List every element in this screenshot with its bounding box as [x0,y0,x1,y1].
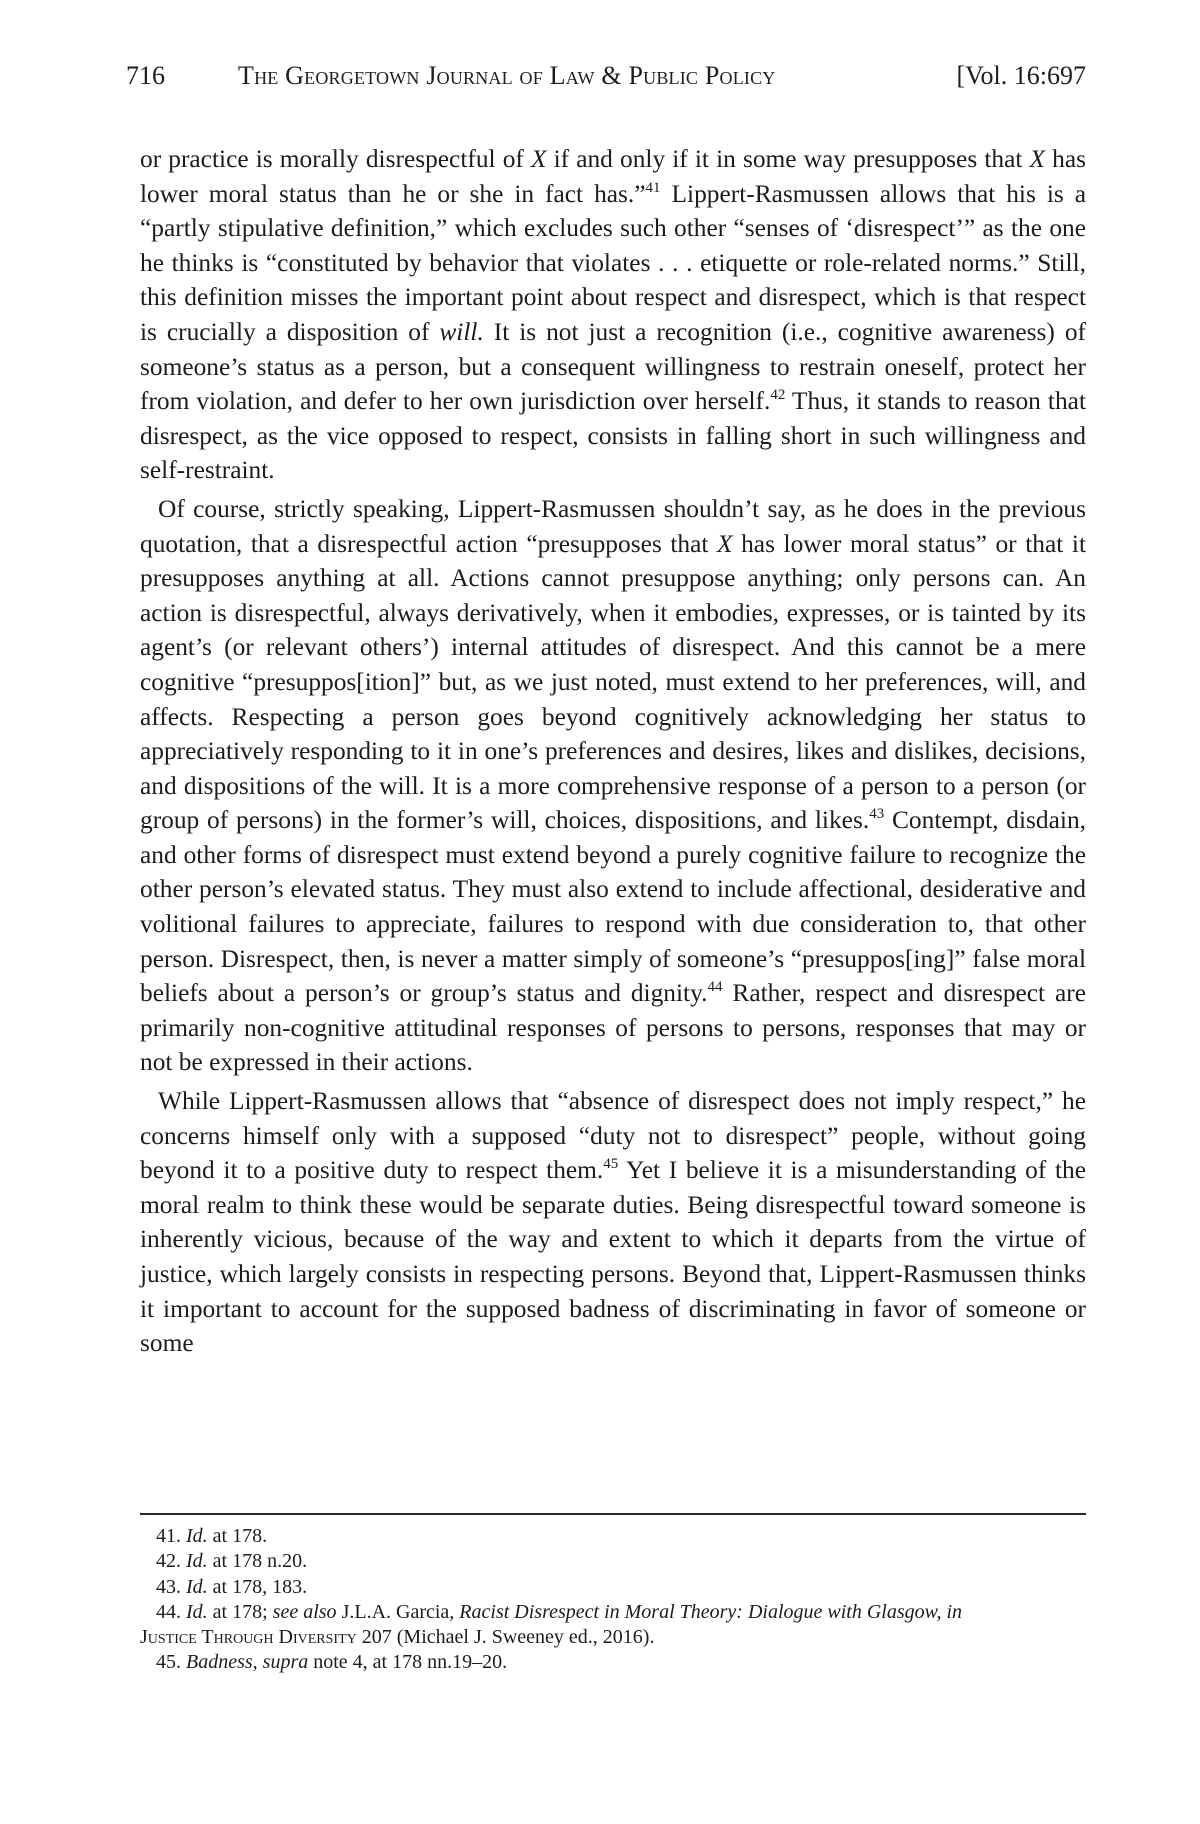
text-run: Contempt, disdain, and other forms of disrespect must extend beyond a purely cognitive failure to recognize the other person’s elevated status. They must also extend to include affectional, desiderative and volitional failures to appreciate, failures to respond with due consideration to, that other person. Disrespect, then, is never a matter simply of someone’s “presuppos[ing]” false moral beliefs about a person’s or group’s status and dignity. [140,806,1086,1008]
short-title: Badness [186,1651,253,1674]
italic-run: X [1029,145,1046,173]
article-title: Racist Disrespect in Moral Theory: Dialogue with Glasgow, in [459,1600,963,1623]
footnotes [140,1524,1086,1676]
text-run: if and only if it in some way presupposes that [546,145,1030,173]
signal-text: see also [272,1600,337,1623]
citation-text: 207 (Michael J. Sweeney ed., 2016). [356,1626,655,1649]
footnote-44-continued [140,1625,1086,1650]
citation-text: J.L.A. Garcia, [336,1600,460,1623]
footnote-41 [140,1524,1086,1549]
body-text [140,142,1086,1361]
footnote-number: 45. [156,1651,181,1674]
signal-text: supra [262,1651,309,1674]
text-run: or practice is morally disrespectful of [140,145,531,173]
footnote-number: 42. [156,1550,181,1573]
footnote-number: 44. [156,1600,181,1623]
running-header [126,56,1086,96]
volume-citation: [Vol. 16:697 [956,61,1086,90]
paragraph-2 [140,492,1086,1080]
citation-text: note 4, at 178 nn.19–20. [308,1651,508,1674]
citation-text: , [252,1651,263,1674]
text-run: Of course, strictly speaking, Lippert-Rasmussen shouldn’t say, as he does in the previous quotation, that a disrespectful action “presupposes that [140,494,1086,558]
italic-run: X [530,145,547,173]
footnote-number: 43. [156,1575,181,1598]
footnote-ref-42[interactable]: 42 [770,387,786,404]
citation-id: Id. [186,1600,208,1623]
footnote-42 [140,1549,1086,1574]
paragraph-3 [140,1084,1086,1361]
footnote-ref-41[interactable]: 41 [645,179,661,196]
footnote-45 [140,1650,1086,1675]
citation-id: Id. [186,1525,208,1547]
text-run: Thus, it stands to reason that disrespect, as the vice opposed to respect, consists in falling short in such willingness and self-restraint. [140,387,1086,485]
italic-run: X [717,529,733,558]
citation-text: at 178; [207,1600,273,1623]
citation-text: at 178. [207,1525,268,1547]
footnote-44 [140,1600,1086,1625]
citation-id: Id. [186,1550,208,1573]
page-number: 716 [126,61,165,90]
book-title: Justice Through Diversity [140,1626,357,1649]
citation-id: Id. [186,1575,208,1598]
text-run: has lower moral status” or that it presupposes anything at all. Actions cannot presuppose anything; only persons can. An action is disrespectful, always derivatively, when it embodies, expresses, or is tainted by its agent’s (or relevant others’) internal attitudes of disrespect. And this cannot be a mere cognitive “presuppos[ition]” but, as we just noted, must extend to her preferences, will, and affects. Respecting a person goes beyond cognitively acknowledging her status to appreciatively responding to it in one’s preferences and desires, likes and dislikes, decisions, and dispositions of the will. It is a more comprehensive response of a person to a person (or group of persons) in the former’s will, choices, dispositions, and likes. [140,529,1086,835]
citation-text: at 178, 183. [207,1575,308,1598]
text-run: has lower moral status than he or she in fact has.” [140,145,1086,208]
text-run: Rather, respect and disrespect are primarily non-cognitive attitudinal responses of persons to persons, responses that may or not be expressed in their actions. [140,979,1086,1077]
text-run: While Lippert-Rasmussen allows that “absence of disrespect does not imply respect,” he concerns himself only with a supposed “duty not to disrespect” people, without going beyond it to a positive duty to respect them. [140,1087,1086,1185]
footnote-ref-45[interactable]: 45 [603,1156,619,1173]
italic-run: will. [439,317,484,346]
text-run: It is not just a recognition (i.e., cognitive awareness) of someone’s status as a person, but a consequent willingness to restrain oneself, protect her from violation, and defer to her own jurisdiction over herself. [140,317,1086,416]
footnote-divider [140,1513,1086,1515]
paragraph-1 [140,142,1086,488]
footnote-number: 41. [156,1525,181,1547]
journal-title: The Georgetown Journal of Law & Public Policy [238,61,776,90]
text-run: Yet I believe it is a misunderstanding of the moral realm to think these would be separate duties. Being disrespectful toward someone is inherently vicious, because of the way and extent to which it departs from the virtue of justice, which largely consists in respecting persons. Beyond that, Lippert-Rasmussen thinks it important to account for the supposed badness of discriminating in favor of someone or some [140,1156,1086,1358]
citation-text: at 178 n.20. [207,1550,308,1573]
footnote-43 [140,1575,1086,1600]
text-run: Lippert-Rasmussen allows that his is a “partly stipulative definition,” which excludes such other “senses of ‘disrespect’” as the one he thinks is “constituted by behavior that violates . . . etiquette or role-related norms.” Still, this definition misses the important point about respect and disrespect, which is that respect is crucially a disposition of [140,179,1087,346]
footnote-ref-43[interactable]: 43 [869,806,885,823]
footnote-ref-44[interactable]: 44 [707,979,723,996]
